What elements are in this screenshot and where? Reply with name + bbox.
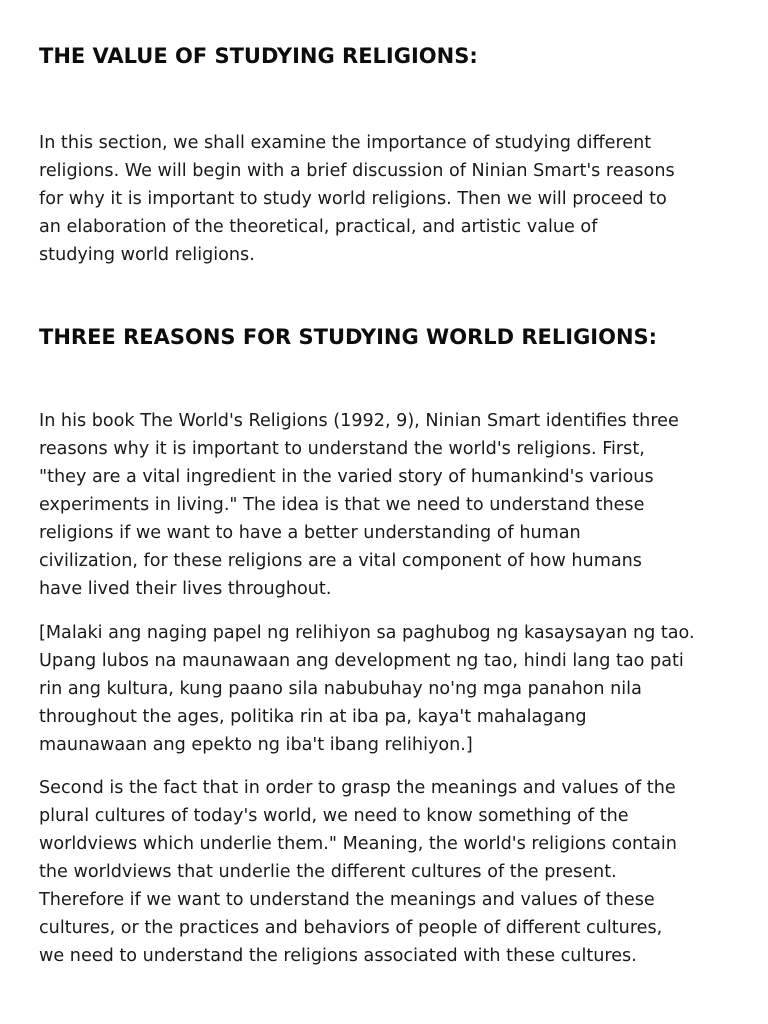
tagalog-line: [Malaki ang naging papel ng relihiyon sa paghubog ng kasaysayan ng tao. — [39, 623, 695, 643]
first-reason-line: religions if we want to have a better understanding of human — [39, 523, 581, 543]
first-reason-line: civilization, for these religions are a vital component of how humans — [39, 551, 642, 571]
intro-line: studying world religions. — [39, 245, 255, 265]
tagalog-line: Upang lubos na maunawaan ang development ng tao, hindi lang tao pati — [39, 651, 684, 671]
second-reason-line: cultures, or the practices and behaviors of people of different cultures, — [39, 918, 663, 938]
first-reason-line: experiments in living." The idea is that we need to understand these — [39, 495, 645, 515]
intro-line: In this section, we shall examine the importance of studying different — [39, 133, 652, 153]
second-reason-line: worldviews which underlie them." Meaning, the world's religions contain — [39, 834, 677, 854]
second-reason-line: plural cultures of today's world, we need to know something of the — [39, 806, 629, 826]
first-reason-paragraph — [39, 407, 679, 603]
intro-line: an elaboration of the theoretical, practical, and artistic value of — [39, 217, 598, 237]
heading-three-reasons: THREE REASONS FOR STUDYING WORLD RELIGIONS: — [39, 325, 658, 349]
tagalog-line: maunawaan ang epekto ng iba't ibang relihiyon.] — [39, 735, 473, 755]
first-reason-line: reasons why it is important to understand the world's religions. First, — [39, 439, 645, 459]
second-reason-line: the worldviews that underlie the different cultures of the present. — [39, 862, 617, 882]
intro-paragraph — [39, 129, 675, 269]
tagalog-paragraph — [39, 619, 695, 759]
tagalog-line: throughout the ages, politika rin at iba pa, kaya't mahalagang — [39, 707, 587, 727]
first-reason-line: In his book The World's Religions (1992, 9), Ninian Smart identifies three — [39, 411, 679, 431]
intro-line: religions. We will begin with a brief discussion of Ninian Smart's reasons — [39, 161, 675, 181]
second-reason-line: Therefore if we want to understand the meanings and values of these — [39, 890, 655, 910]
second-reason-line: we need to understand the religions associated with these cultures. — [39, 946, 637, 966]
first-reason-line: have lived their lives throughout. — [39, 579, 332, 599]
intro-line: for why it is important to study world religions. Then we will proceed to — [39, 189, 667, 209]
second-reason-line: Second is the fact that in order to grasp the meanings and values of the — [39, 778, 676, 798]
second-reason-paragraph — [39, 774, 677, 970]
first-reason-line: "they are a vital ingredient in the varied story of humankind's various — [39, 467, 654, 487]
tagalog-line: rin ang kultura, kung paano sila nabubuhay no'ng mga panahon nila — [39, 679, 642, 699]
heading-value-of-studying-religions: THE VALUE OF STUDYING RELIGIONS: — [39, 44, 478, 68]
